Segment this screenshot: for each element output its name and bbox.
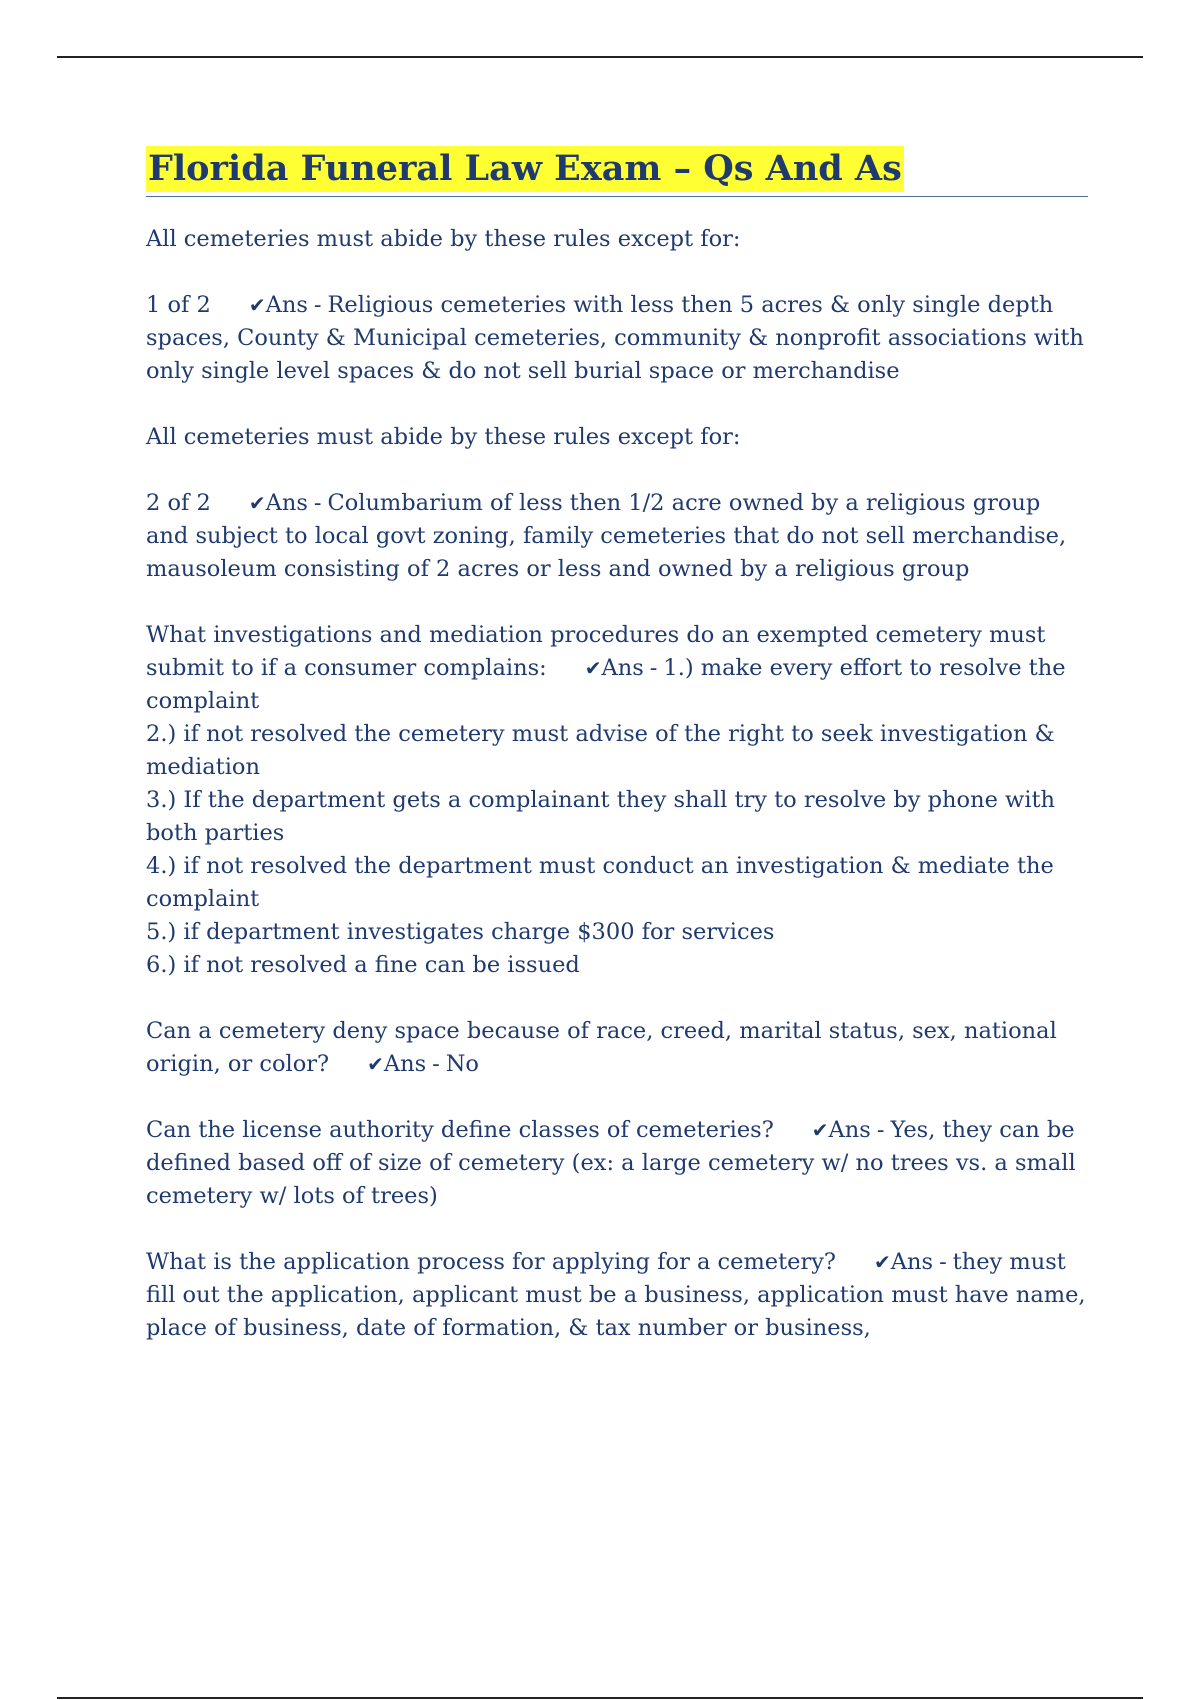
answer-text: 1.) make every effort to resolve the complaint [146,655,1066,714]
qa-answer-1 [146,289,1088,388]
top-page-rule [57,56,1143,58]
qa-item-3 [146,619,1088,982]
bottom-page-rule [57,1697,1143,1699]
qa-question-2 [146,421,1088,454]
answer-text: they must fill out the application, applicant must be a business, application must have name, place of business, date of formation, & tax number or business, [146,1249,1086,1341]
answer-step: 2.) if not resolved the cemetery must advise of the right to seek investigation & mediation [146,721,1055,780]
answer-dash: - [649,655,658,681]
answer-label: Ans [890,1249,934,1275]
document-body [146,146,1088,1378]
answer-text: Columbarium of less then 1/2 acre owned by a religious group and subject to local govt zoning, family cemeteries that do not sell merchandise, mausoleum consisting of 2 acres or less and owned by a religious group [146,490,1067,582]
document-title: Florida Funeral Law Exam – Qs And As [146,146,904,192]
question-text: What investigations and mediation procedures do an exempted cemetery must submit to if a consumer complains: [146,622,1046,681]
answer-dash: - [876,1117,885,1143]
answer-text: Religious cemeteries with less then 5 acres & only single depth spaces, County & Municipal cemeteries, community & nonprofit associations with only single level spaces & do not sell burial space or merchandise [146,292,1084,384]
qa-answer-2 [146,487,1088,586]
question-text: All cemeteries must abide by these rules except for: [146,424,741,450]
answer-step: 5.) if department investigates charge $300 for services [146,919,775,945]
answer-label: Ans [383,1051,427,1077]
answer-label: Ans [601,655,644,681]
answer-dash: - [313,490,322,516]
check-icon: ✔ [811,1118,829,1142]
answer-prefix: 2 of 2 [146,490,211,516]
question-text: Can the license authority define classes of cemeteries? [146,1117,774,1143]
check-icon: ✔ [248,293,266,317]
title-block [146,146,1088,197]
answer-dash: - [432,1051,440,1077]
question-text: Can a cemetery deny space because of race, creed, marital status, sex, national origin, or color? [146,1018,1057,1077]
answer-step: 4.) if not resolved the department must conduct an investigation & mediate the complaint [146,853,1054,912]
answer-dash: - [939,1249,947,1275]
answer-step: 6.) if not resolved a fine can be issued [146,952,580,978]
qa-question-1 [146,223,1088,256]
answer-dash: - [313,292,322,318]
answer-label: Ans [265,292,308,318]
qa-item-5 [146,1114,1088,1213]
answer-text: Yes, they can be defined based off of size of cemetery (ex: a large cemetery w/ no trees vs. a small cemetery w/ lots of trees) [146,1117,1076,1209]
answer-label: Ans [828,1117,871,1143]
question-text: What is the application process for applying for a cemetery? [146,1249,836,1275]
check-icon: ✔ [367,1052,384,1076]
check-icon: ✔ [248,491,266,515]
answer-label: Ans [265,490,308,516]
check-icon: ✔ [874,1250,891,1274]
question-text: All cemeteries must abide by these rules except for: [146,226,741,252]
qa-item-4 [146,1015,1088,1081]
answer-prefix: 1 of 2 [146,292,211,318]
answer-text: No [445,1051,479,1077]
qa-item-6 [146,1246,1088,1345]
check-icon: ✔ [584,656,602,680]
answer-step: 3.) If the department gets a complainant they shall try to resolve by phone with both parties [146,787,1056,846]
